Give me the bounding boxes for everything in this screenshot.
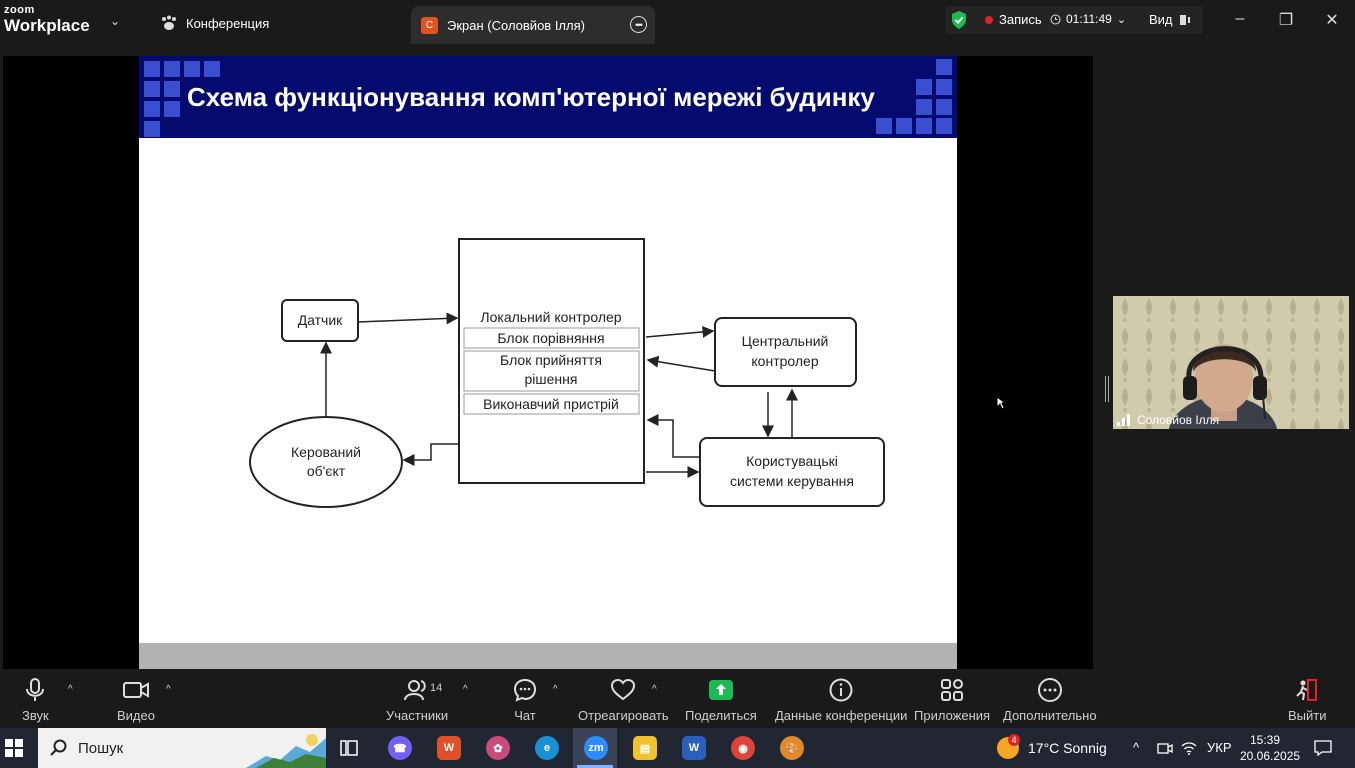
central-controller-label-1: Центральний [741,333,829,349]
apps-button[interactable] [914,678,990,723]
meeting-timer[interactable] [1050,12,1126,26]
chevron-down-icon: ⌄ [1116,13,1127,26]
local-controller-label: Локальний контролер [480,309,622,325]
more-label: Дополнительно [1003,708,1097,723]
recording-dot-icon [985,16,993,24]
tab-screen-share[interactable] [411,6,655,44]
signal-strength-icon [1117,414,1131,426]
clock-icon [1050,14,1061,25]
panel-splitter-handle[interactable] [1105,376,1109,402]
paint-app-icon[interactable]: ✿ [486,736,510,760]
clock-time: 15:39 [1249,733,1281,747]
screen-share-badge: С [421,17,438,34]
decision-block-label-1: Блок прийняття [500,352,602,368]
central-controller-box [715,318,856,386]
decor-square [936,59,952,75]
search-highlight-image [246,728,326,768]
actuator-label: Виконавчий пристрій [483,396,619,412]
chat-options-caret-icon[interactable]: ^ [553,684,558,695]
clock[interactable] [1240,732,1301,764]
participants-icon [404,678,430,702]
file-explorer-icon[interactable]: ▤ [633,736,657,760]
paint-palette-icon[interactable]: 🎨 [780,736,804,760]
decor-square [204,61,220,77]
paw-icon [160,15,178,31]
self-video-tile[interactable] [1113,296,1349,429]
audio-options-caret-icon[interactable]: ^ [68,684,73,695]
react-label: Отреагировать [578,708,669,723]
arrow-sensor-to-controller [358,318,457,322]
leave-label: Выйти [1288,708,1327,723]
decor-square [164,101,180,117]
word-app-icon[interactable]: W [682,736,706,760]
slide-footer [139,643,957,669]
participant-video [1113,296,1349,429]
decor-square [896,118,912,134]
weather-badge: 4 [1008,734,1020,746]
decor-square [916,79,932,95]
controlled-object-label-1: Керований [291,444,361,460]
zoom-app-icon[interactable]: zm [584,736,608,760]
decor-square [916,118,932,134]
logo-line2: Workplace [4,16,90,35]
decor-square [144,61,160,77]
view-menu-button[interactable] [1149,12,1191,27]
close-icon[interactable]: ✕ [1325,12,1339,29]
leave-icon [1294,678,1320,702]
apps-label: Приложения [914,708,991,723]
restore-icon[interactable]: ❐ [1278,12,1294,29]
video-options-caret-icon[interactable]: ^ [166,684,171,695]
presentation-slide [139,56,957,669]
more-options-icon[interactable]: ••• [630,16,647,33]
windows-taskbar [0,728,1355,768]
video-button[interactable] [117,678,155,723]
heart-icon [610,678,636,702]
chat-button[interactable] [513,678,537,723]
meeting-toolbar [0,670,1355,728]
view-label: Вид [1149,12,1173,27]
apps-icon [940,678,964,702]
controlled-object-label-2: об'єкт [306,463,346,479]
viber-icon[interactable]: ☎ [388,736,412,760]
logo-line1: zoom [4,4,35,16]
tab-conference-label: Конференция [186,15,270,31]
arrow-controller-to-object [404,444,459,460]
share-label: Поделиться [685,708,757,723]
slide-header [139,56,957,138]
search-placeholder: Пошук [78,739,124,757]
weather-label[interactable]: 17°C Sonnig [1028,740,1107,756]
self-name-label [1113,411,1349,429]
chrome-browser-icon[interactable]: ◉ [731,736,755,760]
recording-indicator[interactable] [985,12,1042,27]
more-icon [1037,678,1063,702]
arrow-controller-to-central [646,331,713,337]
meeting-info-label: Данные конференции [775,708,908,723]
wifi-icon[interactable] [1181,740,1197,756]
arrow-central-to-controller [648,360,715,371]
participants-count: 14 [430,682,443,694]
decor-square [164,61,180,77]
meeting-info-button[interactable] [775,678,907,723]
recording-label: Запись [999,12,1042,27]
audio-label: Звук [22,708,49,723]
decor-square [184,61,200,77]
chevron-down-icon[interactable]: ⌄ [110,14,121,28]
share-screen-button[interactable] [685,678,757,723]
react-options-caret-icon[interactable]: ^ [652,684,657,695]
participant-name: Соловйов Ілля [1137,413,1220,427]
microphone-icon [24,678,46,702]
decor-square [936,79,952,95]
arrow-user-systems-to-controller [648,420,700,457]
video-label: Видео [117,708,155,723]
audio-button[interactable] [22,678,49,723]
decor-square [876,118,892,134]
clock-date: 20.06.2025 [1240,749,1301,763]
participants-label: Участники [386,708,449,723]
decor-square [916,99,932,115]
minimize-icon[interactable]: – [1235,10,1245,27]
view-layout-icon [1179,14,1191,26]
tray-chevron-up-icon[interactable]: ^ [1133,740,1140,755]
comparison-block-label: Блок порівняння [497,330,605,346]
windows-start-icon[interactable] [5,739,23,757]
decision-block-label-2: рішення [524,371,578,387]
tab-screen-label: Экран (Соловйов Ілля) [447,17,585,33]
zoom-logo[interactable] [4,5,90,34]
more-button[interactable] [1003,678,1097,723]
mouse-cursor-icon [996,396,1006,410]
user-systems-label-1: Користувацькі [746,453,838,469]
wps-office-icon[interactable]: W [437,736,461,760]
search-icon [50,739,68,757]
slide-title: Схема функціонування комп'ютерної мережі будинку [187,82,875,112]
chat-label: Чат [514,708,536,723]
decor-square [164,81,180,97]
central-controller-label-2: контролер [751,353,819,369]
video-camera-icon [123,678,149,702]
timer-value: 01:11:49 [1066,12,1112,26]
tab-conference[interactable] [160,12,269,34]
edge-browser-icon[interactable]: e [535,736,559,760]
controlled-object-ellipse [250,417,402,507]
decor-square [144,121,160,137]
decor-square [936,118,952,134]
security-shield-icon[interactable] [950,10,968,30]
taskbar-search-box[interactable] [38,728,326,768]
task-view-icon[interactable] [338,737,360,759]
info-icon [829,678,853,702]
user-systems-box [700,438,884,506]
decor-square [936,99,952,115]
leave-button[interactable] [1288,678,1327,723]
decor-square [144,101,160,117]
notifications-icon[interactable] [1314,739,1332,757]
title-bar [0,0,1355,44]
meet-now-icon[interactable] [1157,740,1173,756]
decor-square [144,81,160,97]
participants-options-caret-icon[interactable]: ^ [463,684,468,695]
share-screen-icon [708,678,734,702]
user-systems-label-2: системи керування [729,473,855,489]
language-indicator[interactable]: УКР [1207,740,1232,755]
network-diagram [139,138,957,643]
sensor-label: Датчик [297,312,343,328]
chat-icon [513,678,537,702]
